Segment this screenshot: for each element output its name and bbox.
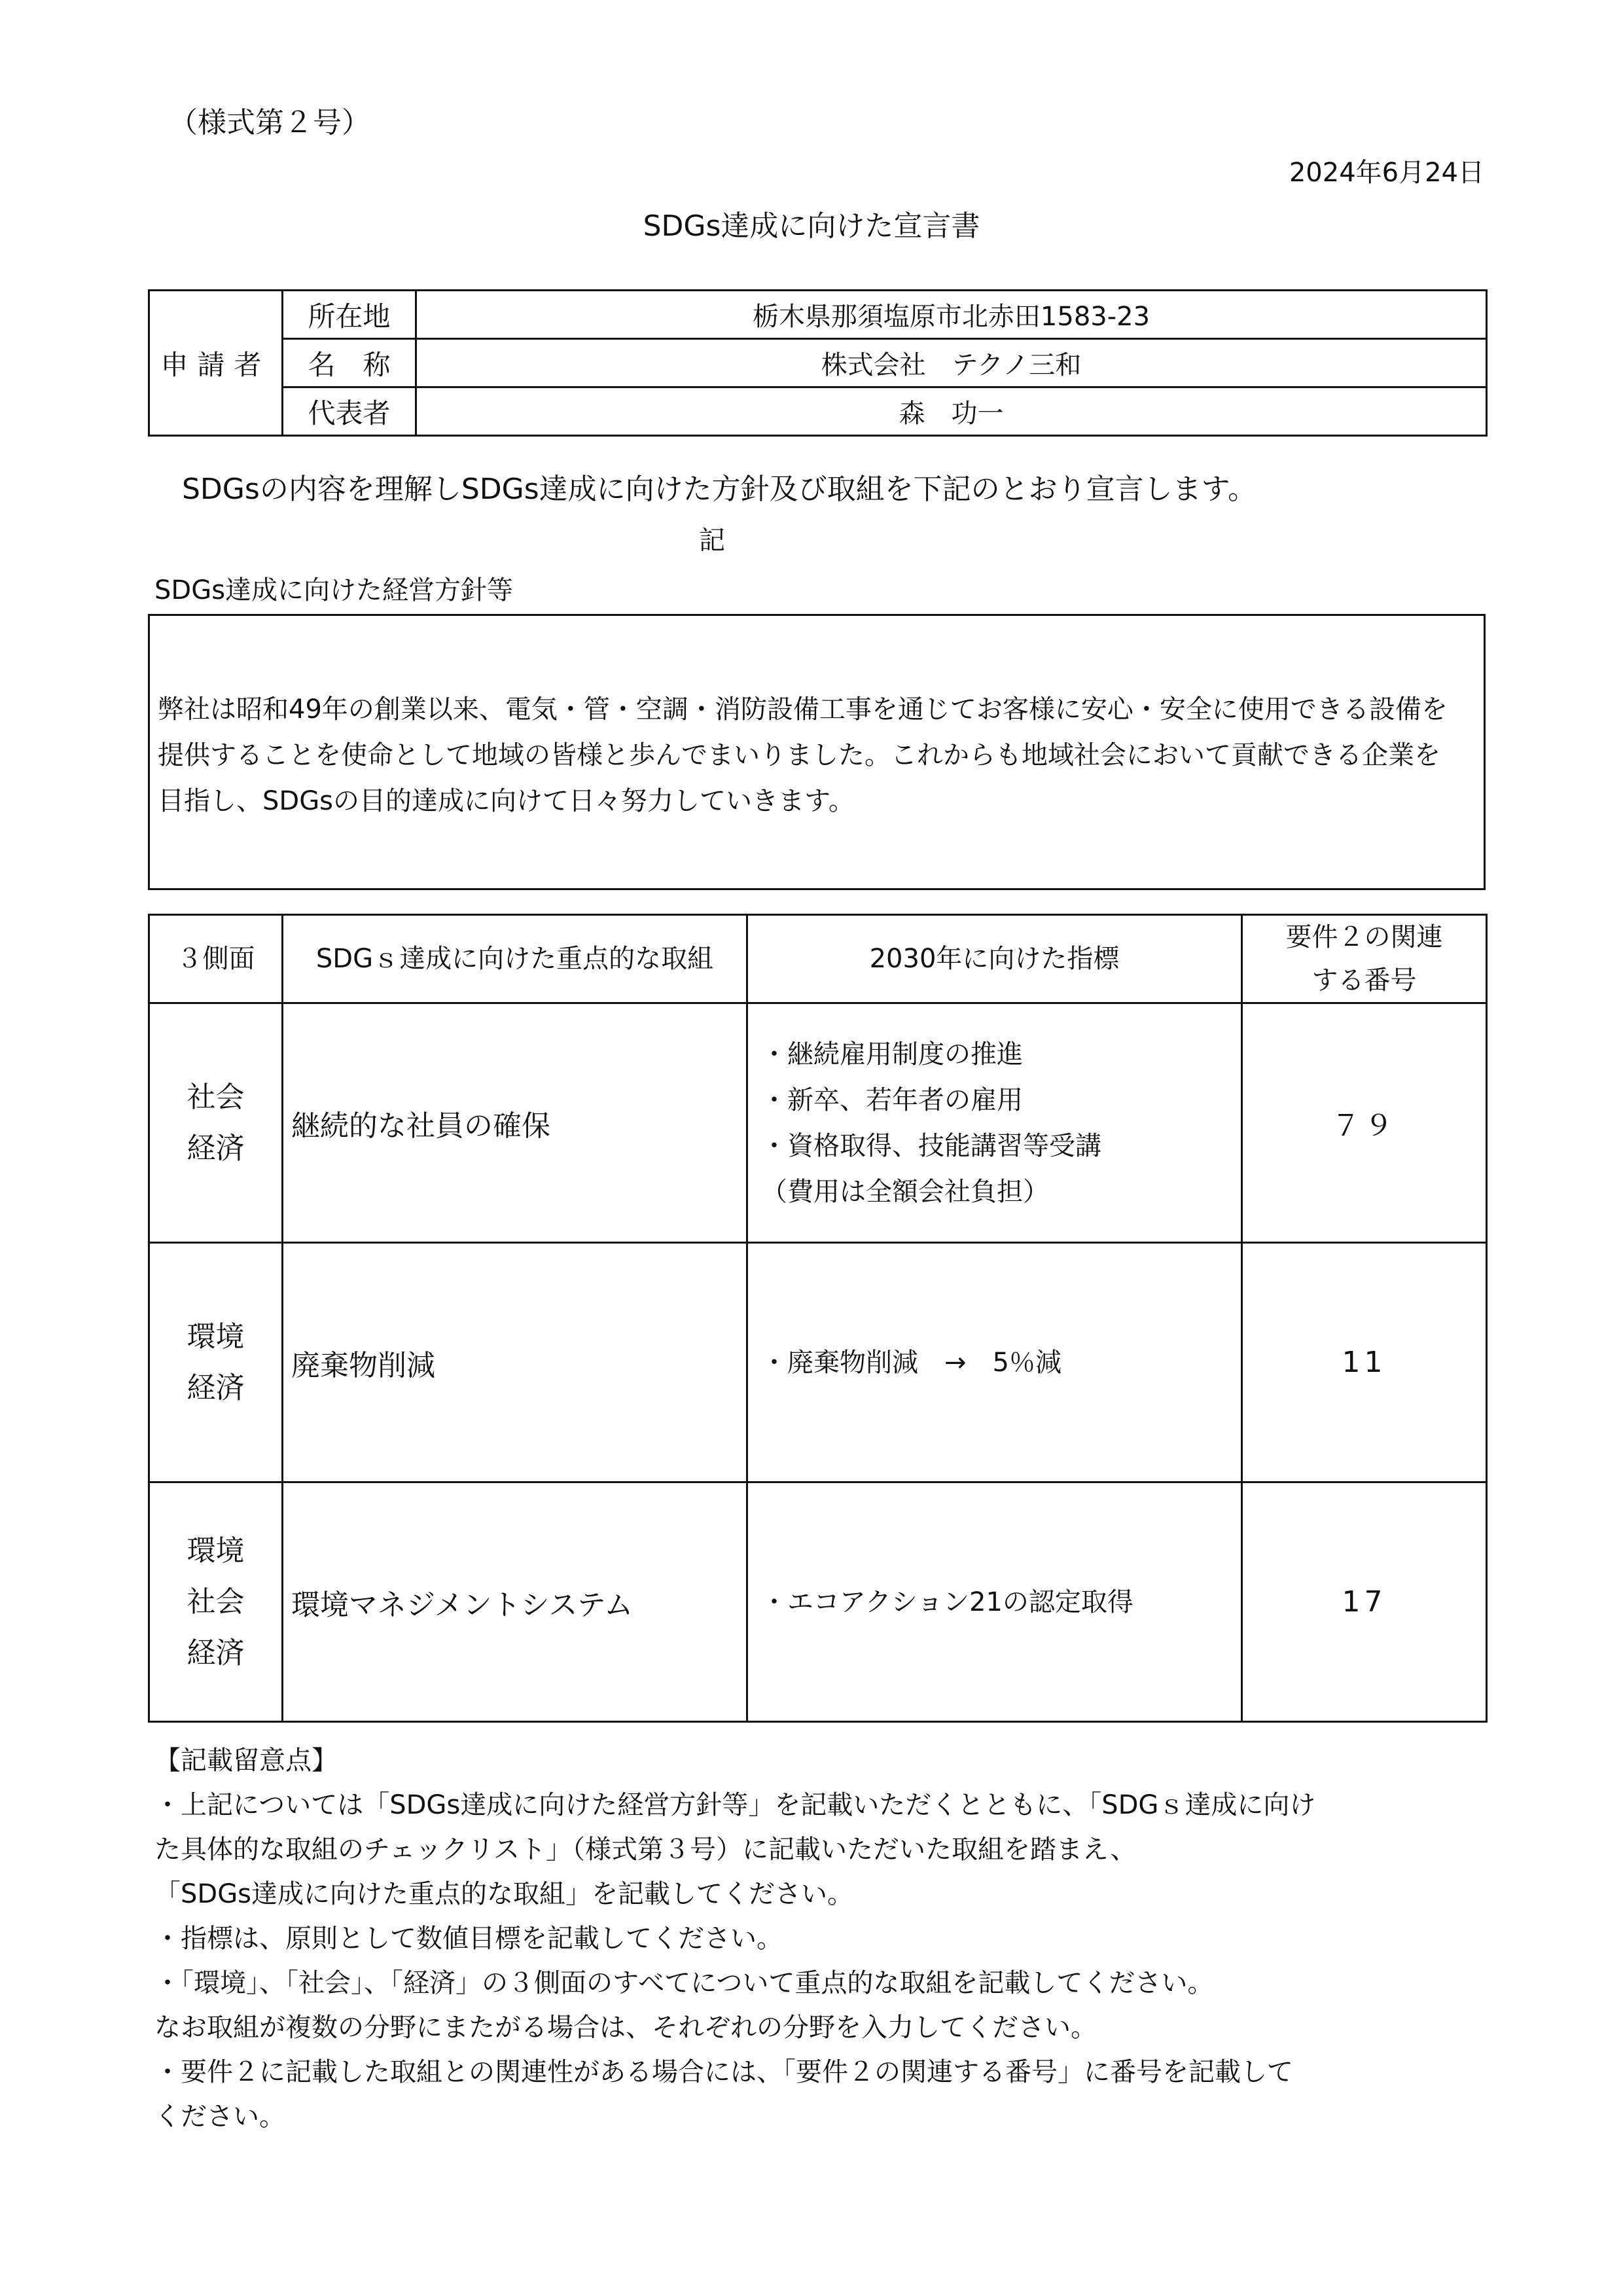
note-line: ・「環境」、「社会」、「経済」の３側面のすべてについて重点的な取組を記載してください。 (154, 1968, 1214, 1998)
header-related-line: する番号 (1311, 965, 1417, 996)
applicant-label-address: 所在地 (283, 291, 416, 339)
focus-table (148, 914, 1488, 1723)
indicator-line: ・廃棄物削減 → 5％減 (761, 1347, 1061, 1378)
aspect-label: 環境 (187, 1319, 245, 1354)
aspect-label: 社会 (187, 1585, 245, 1619)
declaration-text: SDGsの内容を理解しSDGs達成に向けた方針及び取組を下記のとおり宣言します。 (182, 473, 1257, 506)
note-line: ください。 (154, 2102, 285, 2132)
header-indicator: 2030年に向けた指標 (747, 915, 1242, 1003)
page-title: SDGs達成に向けた宣言書 (643, 209, 980, 243)
applicant-value-address: 栃木県那須塩原市北赤田1583-23 (416, 291, 1487, 339)
aspect-label: 経済 (187, 1131, 245, 1165)
policy-line: 提供することを使命として地域の皆様と歩んでまいりました。これからも地域社会において貢献できる企業を (158, 740, 1440, 770)
applicant-label-representative: 代表者 (283, 387, 416, 436)
notes-section (154, 1738, 1315, 2139)
document-date: 2024年6月24日 (1289, 158, 1484, 188)
applicant-label-name: 名 称 (283, 339, 416, 387)
table-header-row (149, 915, 1487, 1003)
aspect-label: 社会 (187, 1080, 245, 1114)
note-line: ・要件２に記載した取組との関連性がある場合には、「要件２の関連する番号」に番号を記載して (154, 2057, 1293, 2087)
policy-line: 目指し、SDGsの目的達成に向けて日々努力していきます。 (158, 786, 855, 816)
row-indicators (747, 1243, 1242, 1482)
row-related-number: 17 (1242, 1482, 1487, 1722)
header-related-number (1242, 915, 1487, 1003)
applicant-row-header: 申請者 (149, 291, 283, 436)
table-row (149, 1243, 1487, 1482)
table-row (149, 1482, 1487, 1722)
header-focus: SDGｓ達成に向けた重点的な取組 (283, 915, 747, 1003)
row-aspects (149, 1003, 283, 1243)
row-aspects (149, 1482, 283, 1722)
row-focus: 環境マネジメントシステム (283, 1482, 747, 1722)
header-related-line: 要件２の関連 (1285, 922, 1443, 952)
row-indicators (747, 1482, 1242, 1722)
indicator-line: ・継続雇用制度の推進 (761, 1039, 1023, 1069)
row-related-number: 11 (1242, 1243, 1487, 1482)
aspect-label: 経済 (187, 1371, 245, 1405)
policy-heading: SDGs達成に向けた経営方針等 (154, 575, 514, 605)
row-indicators (747, 1003, 1242, 1243)
aspect-label: 経済 (187, 1636, 245, 1670)
note-line: ・指標は、原則として数値目標を記載してください。 (154, 1924, 783, 1954)
applicant-value-name: 株式会社 テクノ三和 (416, 339, 1487, 387)
indicator-line: ・新卒、若年者の雇用 (761, 1085, 1023, 1115)
ki-mark: 記 (699, 526, 725, 556)
applicant-table (148, 289, 1488, 437)
policy-text (150, 616, 1484, 824)
policy-box (148, 614, 1486, 890)
note-line: なお取組が複数の分野にまたがる場合は、それぞれの分野を入力してください。 (154, 2013, 1097, 2043)
row-focus: 廃棄物削減 (283, 1243, 747, 1482)
indicator-line: ・エコアクション21の認定取得 (761, 1587, 1133, 1617)
header-aspect: ３側面 (149, 915, 283, 1003)
note-line: 「SDGs達成に向けた重点的な取組」を記載してください。 (154, 1879, 854, 1909)
form-number: （様式第２号） (169, 106, 370, 139)
policy-line: 弊社は昭和49年の創業以来、電気・管・空調・消防設備工事を通じてお客様に安心・安全に使用できる設備を (158, 694, 1448, 725)
note-line: た具体的な取組のチェックリスト」（様式第３号）に記載いただいた取組を踏まえ、 (154, 1835, 1137, 1865)
aspect-label: 環境 (187, 1534, 245, 1568)
table-row (149, 1003, 1487, 1243)
notes-heading: 【記載留意点】 (154, 1746, 338, 1776)
applicant-value-representative: 森 功一 (416, 387, 1487, 436)
row-aspects (149, 1243, 283, 1482)
indicator-line: （費用は全額会社負担） (761, 1176, 1049, 1207)
row-related-number: ７９ (1242, 1003, 1487, 1243)
row-focus: 継続的な社員の確保 (283, 1003, 747, 1243)
indicator-line: ・資格取得、技能講習等受講 (761, 1130, 1101, 1161)
note-line: ・上記については「SDGs達成に向けた経営方針等」を記載いただくとともに、「SDGｓ達成に向け (154, 1790, 1316, 1820)
